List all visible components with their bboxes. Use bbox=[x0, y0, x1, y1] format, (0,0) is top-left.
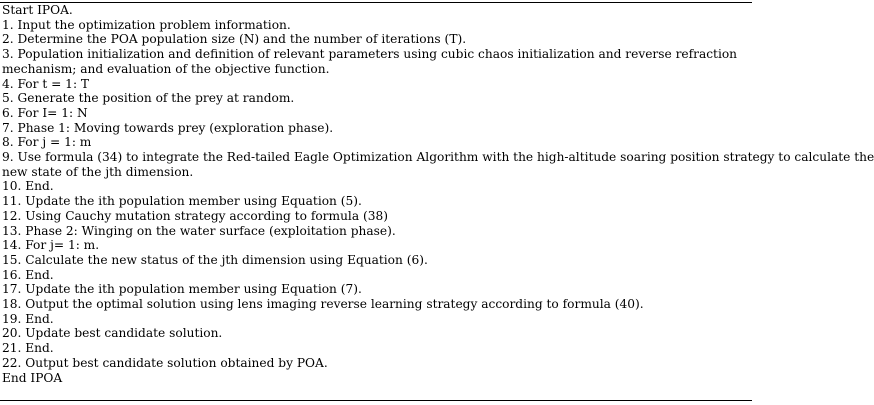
algorithm-step-17: 17. Update the ith population member using Equation (7). bbox=[2, 282, 362, 297]
algorithm-step-1: 1. Input the optimization problem information. bbox=[2, 17, 291, 32]
algorithm-step-13: 13. Phase 2: Winging on the water surface (exploitation phase). bbox=[2, 223, 396, 238]
algorithm-step-4: 4. For t = 1: T bbox=[2, 76, 90, 91]
algorithm-box bbox=[0, 2, 874, 401]
algorithm-step-21: 21. End. bbox=[2, 341, 54, 356]
algorithm-step-9: 9. Use formula (34) to integrate the Red-tailed Eagle Optimization Algorithm with the high-altitude soaring position strategy to calculate the bbox=[2, 150, 874, 165]
algorithm-step-15: 15. Calculate the new status of the jth dimension using Equation (6). bbox=[2, 252, 428, 267]
algorithm-step-5: 5. Generate the position of the prey at random. bbox=[2, 91, 295, 106]
algorithm-step-6: 6. For I= 1: N bbox=[2, 105, 88, 120]
algorithm-step-19: 19. End. bbox=[2, 311, 54, 326]
algorithm-step-3: 3. Population initialization and definition of relevant parameters using cubic chaos initialization and reverse refraction bbox=[2, 47, 738, 62]
algorithm-line-end: End IPOA bbox=[2, 370, 63, 385]
algorithm-step-20: 20. Update best candidate solution. bbox=[2, 326, 223, 341]
algorithm-step-3-continued: mechanism; and evaluation of the objective function. bbox=[2, 61, 330, 76]
algorithm-line-start: Start IPOA. bbox=[2, 3, 73, 17]
algorithm-step-2: 2. Determine the POA population size (N) and the number of iterations (T). bbox=[2, 32, 467, 47]
algorithm-step-18: 18. Output the optimal solution using lens imaging reverse learning strategy according to formula (40). bbox=[2, 297, 644, 312]
algorithm-step-10: 10. End. bbox=[2, 179, 54, 194]
algorithm-step-14: 14. For j= 1: m. bbox=[2, 238, 100, 253]
algorithm-step-9-continued: new state of the jth dimension. bbox=[2, 164, 194, 179]
algorithm-step-12: 12. Using Cauchy mutation strategy according to formula (38) bbox=[2, 208, 388, 223]
algorithm-step-16: 16. End. bbox=[2, 267, 54, 282]
algorithm-step-8: 8. For j = 1: m bbox=[2, 135, 92, 150]
algorithm-step-22: 22. Output best candidate solution obtained by POA. bbox=[2, 355, 328, 370]
algorithm-step-11: 11. Update the ith population member using Equation (5). bbox=[2, 194, 362, 209]
algorithm-step-7: 7. Phase 1: Moving towards prey (exploration phase). bbox=[2, 120, 334, 135]
